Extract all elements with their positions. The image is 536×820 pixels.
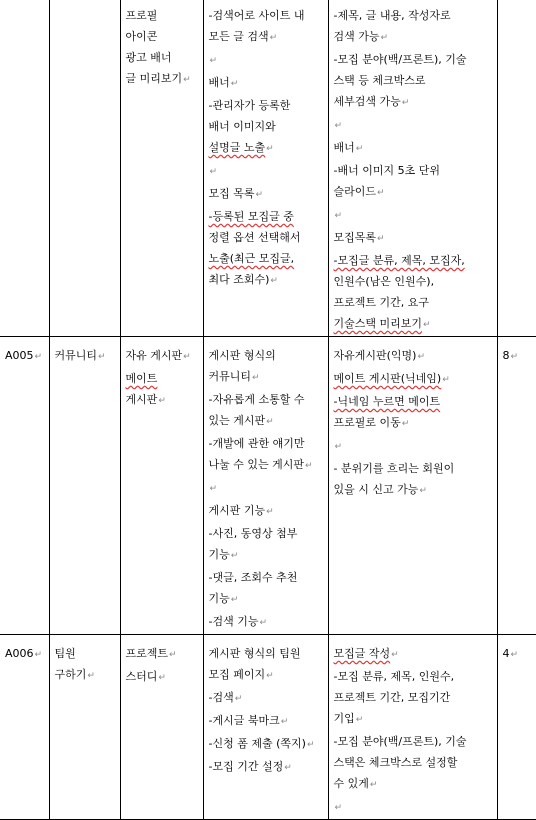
text-line: 기능	[208, 548, 230, 561]
text-line: 정렬 옵션 선택해서	[208, 231, 301, 244]
table-row	[0, 0, 536, 337]
text-line: 커뮤니티	[208, 370, 252, 383]
text-line: 기입	[333, 712, 355, 725]
paragraph-mark-icon: ↵	[355, 144, 364, 154]
detail-cell	[328, 0, 497, 337]
text-line: 자유 게시판	[125, 349, 183, 362]
paragraph-mark-icon: ↵	[284, 763, 292, 773]
paragraph-mark-icon: ↵	[391, 650, 399, 660]
menu-cell	[49, 635, 120, 820]
text-line: -사진, 동영상 첨부	[208, 527, 298, 540]
paragraph-mark-icon: ↵	[510, 650, 519, 660]
paragraph-mark-icon: ↵	[158, 673, 166, 683]
summary-cell	[203, 337, 328, 635]
text-line: -검색어로 사이트 내	[208, 9, 305, 22]
text-line: -등록된 모집글 중	[208, 210, 294, 223]
paragraph-mark-icon: ↵	[209, 56, 218, 66]
text-line: 프로젝트 기간, 모집기간	[333, 691, 451, 704]
paragraph-mark-icon: ↵	[158, 396, 166, 406]
paragraph-mark-icon: ↵	[380, 33, 389, 43]
paragraph-mark-icon: ↵	[183, 352, 191, 362]
paragraph-mark-icon: ↵	[252, 373, 260, 383]
priority-cell	[497, 635, 536, 820]
text-line: 프로젝트	[125, 647, 169, 660]
text-line: -모집글 분류, 제목, 모집자,	[333, 254, 465, 267]
summary-cell	[203, 635, 328, 820]
text-line: 있을 시 신고 가능	[333, 483, 419, 496]
text-line: 인원수(남은 인원수),	[333, 275, 435, 288]
text-line: 모집글 작성	[333, 647, 391, 660]
text-line: -모집 분류, 제목, 인원수,	[333, 670, 455, 683]
detail-cell	[328, 635, 497, 820]
text-line: -모집 분야(백/프론트), 기술	[333, 53, 467, 66]
text-line: 배너	[333, 141, 355, 154]
text-line: - 분위기를 흐리는 회원이	[333, 462, 455, 475]
paragraph-mark-icon: ↵	[280, 717, 289, 727]
text-line: 기술스택 미리보기	[333, 317, 423, 330]
text-line: -제목, 글 내용, 작성자로	[333, 9, 451, 22]
paragraph-mark-icon: ↵	[169, 650, 177, 660]
features-cell	[120, 337, 203, 635]
text-line: 모든 글 검색	[208, 30, 269, 43]
text-line: 나눌 수 있는 게시판	[208, 458, 304, 471]
paragraph-mark-icon: ↵	[34, 650, 43, 660]
paragraph-mark-icon: ↵	[417, 352, 426, 362]
text-line: 기능	[208, 592, 230, 605]
text-line: -개발에 관한 얘기만	[208, 437, 305, 450]
text-line: -자유롭게 소통할 수	[208, 393, 305, 406]
detail-cell	[328, 337, 497, 635]
paragraph-mark-icon: ↵	[87, 671, 95, 681]
paragraph-mark-icon: ↵	[369, 780, 378, 790]
paragraph-mark-icon: ↵	[34, 352, 43, 362]
paragraph-mark-icon: ↵	[401, 419, 410, 429]
text-line: 슬라이드	[333, 185, 377, 198]
text-line: 스택은 체크박스로 설정할	[333, 756, 458, 769]
summary-cell	[203, 0, 328, 337]
paragraph-mark-icon: ↵	[266, 671, 274, 681]
paragraph-mark-icon: ↵	[334, 121, 343, 131]
paragraph-mark-icon: ↵	[183, 75, 191, 85]
text-line: -신청 폼 제출 (쪽지)	[208, 737, 306, 750]
text-line: A005	[5, 349, 34, 362]
paragraph-mark-icon: ↵	[419, 486, 427, 496]
text-line: -게시글 북마크	[208, 714, 280, 727]
features-cell	[120, 635, 203, 820]
text-line: 있는 게시판	[208, 414, 266, 427]
text-line: 배너 이미지와	[208, 120, 276, 133]
text-line: A006	[5, 647, 34, 660]
paragraph-mark-icon: ↵	[270, 276, 278, 286]
table-row	[0, 635, 536, 820]
paragraph-mark-icon: ↵	[377, 188, 385, 198]
paragraph-mark-icon: ↵	[230, 595, 239, 605]
paragraph-mark-icon: ↵	[209, 484, 218, 494]
text-line: 게시판	[125, 393, 158, 406]
paragraph-mark-icon: ↵	[334, 803, 343, 813]
text-line: -배너 이미지 5초 단위	[333, 164, 440, 177]
paragraph-mark-icon: ↵	[266, 507, 274, 517]
text-line: 수 있게	[333, 777, 369, 790]
features-cell	[120, 0, 203, 337]
text-line: -댓글, 조회수 추천	[208, 571, 298, 584]
id-cell	[0, 337, 49, 635]
paragraph-mark-icon: ↵	[510, 352, 519, 362]
text-line: 배너	[208, 76, 230, 89]
text-line: 스택 등 체크박스로	[333, 74, 426, 87]
text-line: 팀원	[54, 647, 76, 660]
text-line: 구하기	[54, 668, 87, 681]
text-line: 광고 배너	[125, 51, 172, 64]
text-line: 프로필로 이동	[333, 416, 401, 429]
text-line: -닉네임 누르면 메이트	[333, 395, 441, 408]
paragraph-mark-icon: ↵	[209, 167, 218, 177]
paragraph-mark-icon: ↵	[234, 694, 243, 704]
paragraph-mark-icon: ↵	[334, 211, 343, 221]
text-line: 게시판 형식의 팀원	[208, 647, 301, 660]
paragraph-mark-icon: ↵	[259, 618, 268, 628]
text-line: 8	[502, 349, 510, 362]
paragraph-mark-icon: ↵	[305, 461, 313, 471]
paragraph-mark-icon: ↵	[230, 79, 239, 89]
paragraph-mark-icon: ↵	[355, 715, 364, 725]
text-line: 자유게시판(익명)	[333, 349, 417, 362]
text-line: 아이콘	[125, 30, 158, 43]
text-line: 게시판 기능	[208, 504, 266, 517]
id-cell	[0, 0, 49, 337]
text-line: 스터디	[125, 670, 158, 683]
paragraph-mark-icon: ↵	[306, 740, 315, 750]
paragraph-mark-icon: ↵	[334, 442, 343, 452]
paragraph-mark-icon: ↵	[98, 352, 106, 362]
menu-cell	[49, 337, 120, 635]
paragraph-mark-icon: ↵	[377, 234, 385, 244]
text-line: 프로필	[125, 9, 158, 22]
text-line: -검색 기능	[208, 615, 259, 628]
text-line: -검색	[208, 691, 234, 704]
menu-cell	[49, 0, 120, 337]
text-line: -관리자가 등록한	[208, 99, 291, 112]
text-line: 모집 페이지	[208, 668, 266, 681]
text-line: 노출(최근 모집글,	[208, 252, 295, 265]
text-line: 검색 가능	[333, 30, 380, 43]
paragraph-mark-icon: ↵	[401, 98, 410, 108]
id-cell	[0, 635, 49, 820]
paragraph-mark-icon: ↵	[266, 144, 274, 154]
text-line: 4	[502, 647, 510, 660]
text-line: 설명글 노출	[208, 141, 266, 154]
paragraph-mark-icon: ↵	[423, 320, 431, 330]
text-line: 커뮤니티	[54, 349, 98, 362]
paragraph-mark-icon: ↵	[255, 190, 264, 200]
priority-cell	[497, 337, 536, 635]
text-line: 글 미리보기	[125, 72, 183, 85]
text-line: -모집 분야(백/프론트), 기술	[333, 735, 467, 748]
text-line: 모집 목록	[208, 187, 255, 200]
priority-cell	[497, 0, 536, 337]
text-line: 최다 조회수)	[208, 273, 270, 286]
paragraph-mark-icon: ↵	[269, 33, 278, 43]
table-row	[0, 337, 536, 635]
paragraph-mark-icon: ↵	[266, 417, 274, 427]
text-line: 메이트 게시판(닉네임)	[333, 372, 442, 385]
text-line: 게시판 형식의	[208, 349, 276, 362]
paragraph-mark-icon: ↵	[230, 551, 239, 561]
text-line: 세부검색 가능	[333, 95, 401, 108]
text-line: -모집 기간 설정	[208, 760, 284, 773]
paragraph-mark-icon: ↵	[442, 375, 450, 385]
text-line: 모집목록	[333, 231, 377, 244]
text-line: 메이트	[125, 372, 158, 385]
text-line: 프로젝트 기간, 요구	[333, 296, 429, 309]
